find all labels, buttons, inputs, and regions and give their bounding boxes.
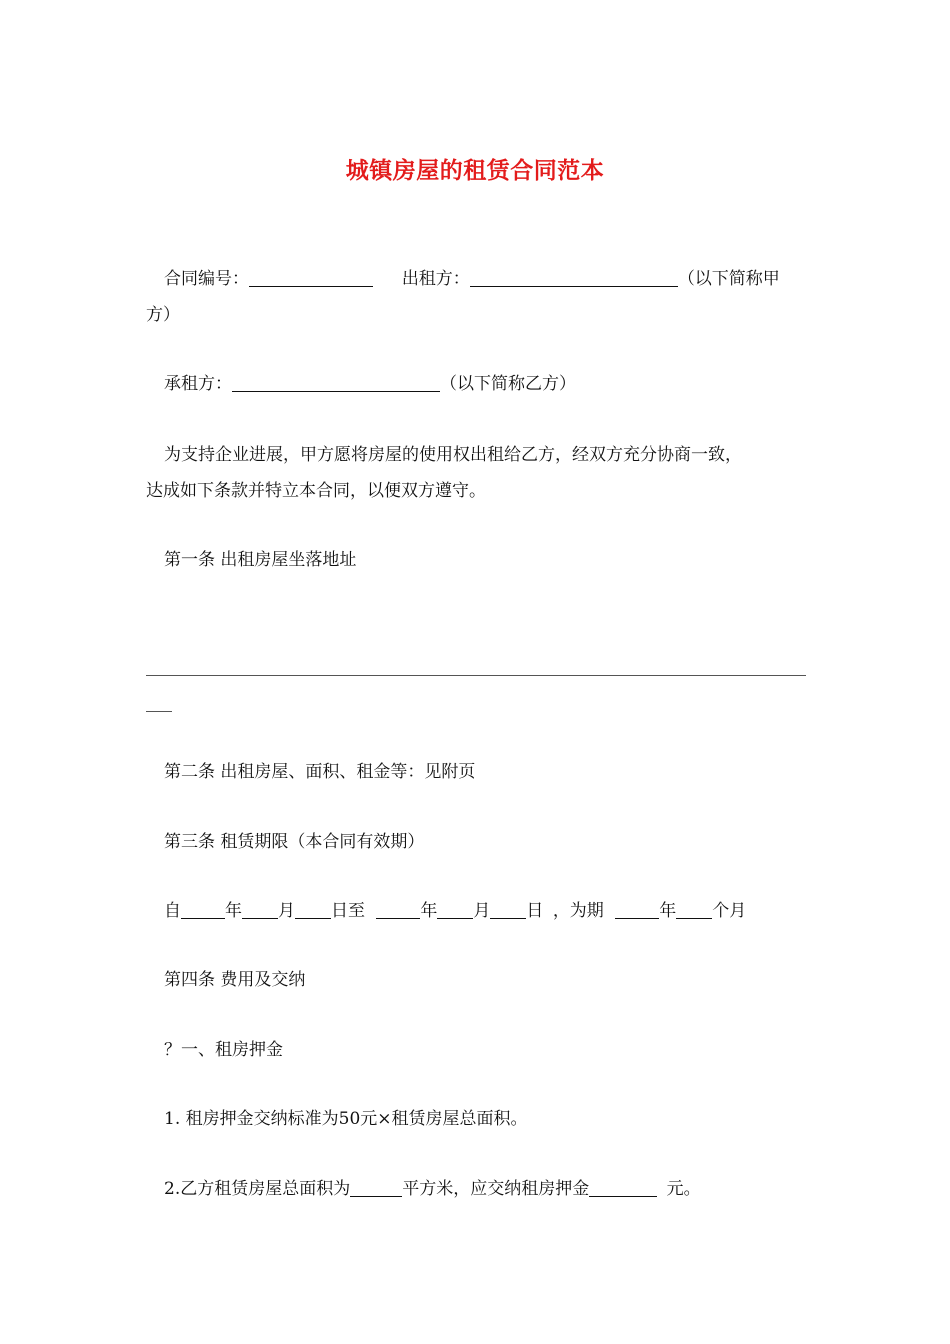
article-1-heading: 第一条 出租房屋坐落地址 <box>164 550 357 570</box>
contract-no-label: 合同编号： <box>164 269 249 289</box>
term-period: ，为期 <box>552 901 604 921</box>
term-months: 个月 <box>712 901 747 921</box>
page-title: 城镇房屋的租赁合同范本 <box>345 157 605 184</box>
item-1: 1. 租房押金交纳标准为50元×租赁房屋总面积。 <box>164 1109 528 1129</box>
lessee-suffix: （以下简称乙方） <box>440 374 576 394</box>
lessor-label: 出租方： <box>401 269 470 289</box>
article-3-heading: 第三条 租赁期限（本合同有效期） <box>164 832 425 852</box>
term-line <box>146 894 828 929</box>
article-4-heading: 第四条 费用及交纳 <box>164 970 306 990</box>
contract-header-line <box>146 262 828 297</box>
lessee-label: 承租方： <box>164 374 232 394</box>
lessor-suffix-line <box>146 298 810 333</box>
contract-no-blank[interactable] <box>249 266 373 287</box>
address-blank-line-end[interactable] <box>146 711 172 712</box>
end-day-blank[interactable] <box>490 898 526 919</box>
period-month-blank[interactable] <box>676 898 712 919</box>
article-2-heading: 第二条 出租房屋、面积、租金等：见附页 <box>164 762 476 782</box>
lessor-blank[interactable] <box>470 266 678 287</box>
start-year-blank[interactable] <box>181 898 225 919</box>
item-2-part-b: 平方米，应交纳租房押金 <box>402 1179 590 1199</box>
term-day-2: 日 <box>526 901 544 921</box>
term-from: 自 <box>164 901 181 921</box>
lessee-blank[interactable] <box>232 371 440 392</box>
section-1-heading: ？一、租房押金 <box>164 1040 283 1060</box>
term-month-2: 月 <box>473 901 491 921</box>
item-2 <box>146 1172 828 1207</box>
preamble-line-2: 达成如下条款并特立本合同，以便双方遵守。 <box>146 481 486 501</box>
item-2-part-c: 元。 <box>666 1179 701 1199</box>
lessor-suffix: （以下简称甲 <box>677 269 780 289</box>
end-month-blank[interactable] <box>437 898 473 919</box>
term-year-2: 年 <box>420 901 438 921</box>
start-month-blank[interactable] <box>242 898 278 919</box>
lessor-suffix-end: 方） <box>146 305 180 325</box>
preamble-line-1: 为支持企业进展，甲方愿将房屋的使用权出租给乙方，经双方充分协商一致， <box>164 445 742 465</box>
period-year-blank[interactable] <box>615 898 659 919</box>
term-year-1: 年 <box>225 901 242 921</box>
start-day-blank[interactable] <box>295 898 331 919</box>
end-year-blank[interactable] <box>376 898 420 919</box>
term-month-1: 月 <box>278 901 295 921</box>
item-2-part-a: 2.乙方租赁房屋总面积为 <box>164 1179 351 1199</box>
term-year-3: 年 <box>659 901 677 921</box>
area-blank[interactable] <box>350 1176 402 1197</box>
term-day-to: 日至 <box>331 901 365 921</box>
address-blank-line[interactable] <box>146 675 806 676</box>
deposit-blank[interactable] <box>589 1176 657 1197</box>
lessee-line <box>146 367 828 402</box>
